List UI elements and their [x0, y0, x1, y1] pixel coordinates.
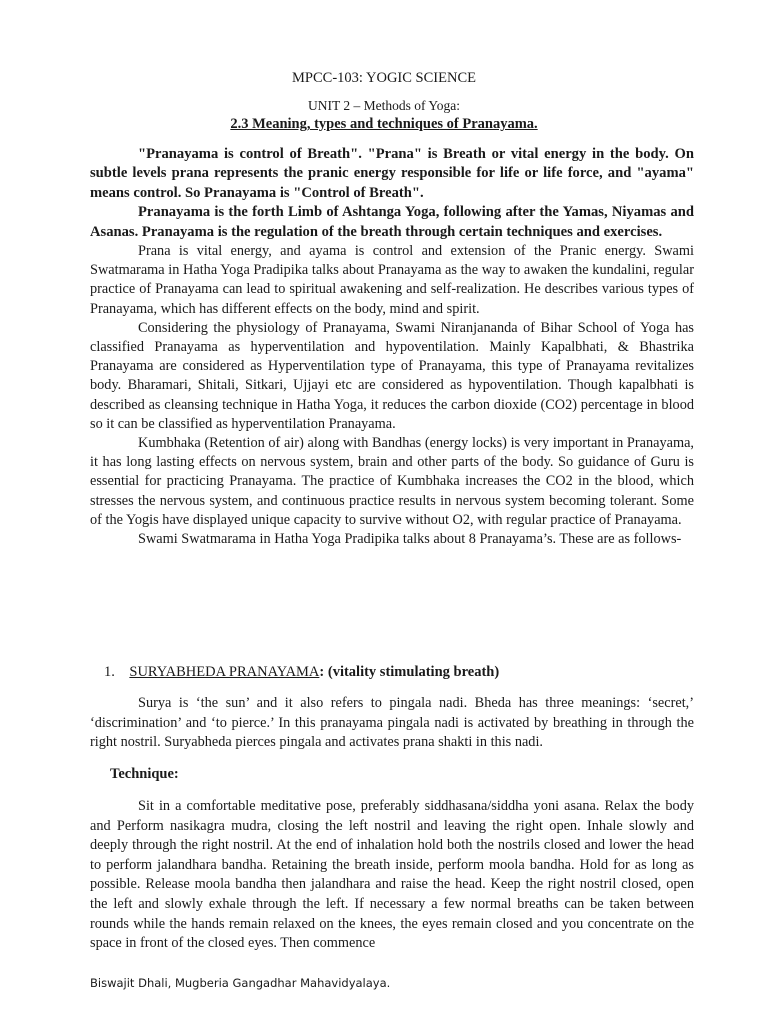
- paragraph: Pranayama is the forth Limb of Ashtanga Yoga, following after the Yamas, Niyamas and Asanas. Pranayama is the regulation of the breath through certain techniques and exercises.: [90, 204, 694, 240]
- paragraph: Surya is ‘the sun’ and it also refers to pingala nadi. Bheda has three meanings: ‘secret,’ ‘discrimination’ and ‘to pierce.’ In this pranayama pingala nadi is activated by breathing in through the right nostril. Suryabheda pierces pingala and activates prana shakti in this nadi.: [90, 695, 694, 751]
- technique-label: Technique:: [110, 766, 179, 782]
- section-subtitle: 2.3 Meaning, types and techniques of Pranayama.: [230, 116, 538, 132]
- section-heading: [104, 664, 499, 681]
- paragraph: Sit in a comfortable meditative pose, preferably siddhasana/siddha yoni asana. Relax the body and Perform nasikagra mudra, closing the left nostril and leaving the right open. Inhale slowly and deeply through the right nostril. At the end of inhalation hold both the nostrils closed and lower the head to perform jalandhara bandha. Retaining the breath inside, perform moola bandha. Hold for as long as possible. Release moola bandha then jalandhara and raise the head. Keep the right nostril closed, open the left and slowly exhale through the left. If necessary a few normal breaths can be taken between rounds while the hands remain relaxed on the knees, the eyes remain closed and you concentrate on the space in front of the closed eyes. Then commence: [90, 798, 694, 952]
- paragraph: Swami Swatmarama in Hatha Yoga Pradipika talks about 8 Pranayama’s. These are as follows-: [138, 531, 682, 548]
- technique-body: [90, 797, 694, 954]
- document-title: MPCC-103: YOGIC SCIENCE: [292, 70, 476, 86]
- section-intro: [90, 694, 694, 753]
- page-footer: Biswajit Dhali, Mugberia Gangadhar Mahavidyalaya.: [90, 976, 391, 990]
- paragraph: Prana is vital energy, and ayama is control and extension of the Pranic energy. Swami Swatmarama in Hatha Yoga Pradipika talks about Pranayama as the way to awaken the kundalini, regular practice of Pranayama can lead to spiritual awakening and self-realization. He describes various types of Pranayama, which has different effects on the body, mind and spirit.: [90, 243, 694, 317]
- paragraph: "Pranayama is control of Breath". "Prana" is Breath or vital energy in the body. On subtle levels prana represents the pranic energy responsible for life or life force, and "ayama" means control. So Pranayama is "Control of Breath".: [90, 146, 694, 201]
- section-description: : (vitality stimulating breath): [319, 664, 500, 680]
- section-name: SURYABHEDA PRANAYAMA: [129, 664, 320, 680]
- intro-body: [90, 145, 694, 549]
- paragraph: Kumbhaka (Retention of air) along with Bandhas (energy locks) is very important in Pranayama, it has long lasting effects on nervous system, brain and other parts of the body. So guidance of Guru is essential for practicing Pranayama. The practice of Kumbhaka increases the CO2 in the blood, which stresses the nervous system, and continuous practice results in nervous system becoming tolerant. Some of the Yogis have displayed unique capacity to survive without O2, with regular practice of Pranayama.: [90, 435, 694, 528]
- paragraph: Considering the physiology of Pranayama, Swami Niranjananda of Bihar School of Yoga has classified Pranayama as hyperventilation and hypoventilation. Mainly Kapalbhati, & Bhastrika Pranayama are considered as Hyperventilation type of Pranayama, this type of Pranayama revitalizes body. Bharamari, Shitali, Sitkari, Ujjayi etc are considered as hypoventilation. Though kapalbhati is described as cleansing technique in Hatha Yoga, it reduces the carbon dioxide (CO2) percentage in blood so it can be classified as hyperventilation Pranayama.: [90, 319, 694, 432]
- section-number: 1.: [104, 664, 115, 680]
- unit-heading: UNIT 2 – Methods of Yoga:: [307, 98, 460, 113]
